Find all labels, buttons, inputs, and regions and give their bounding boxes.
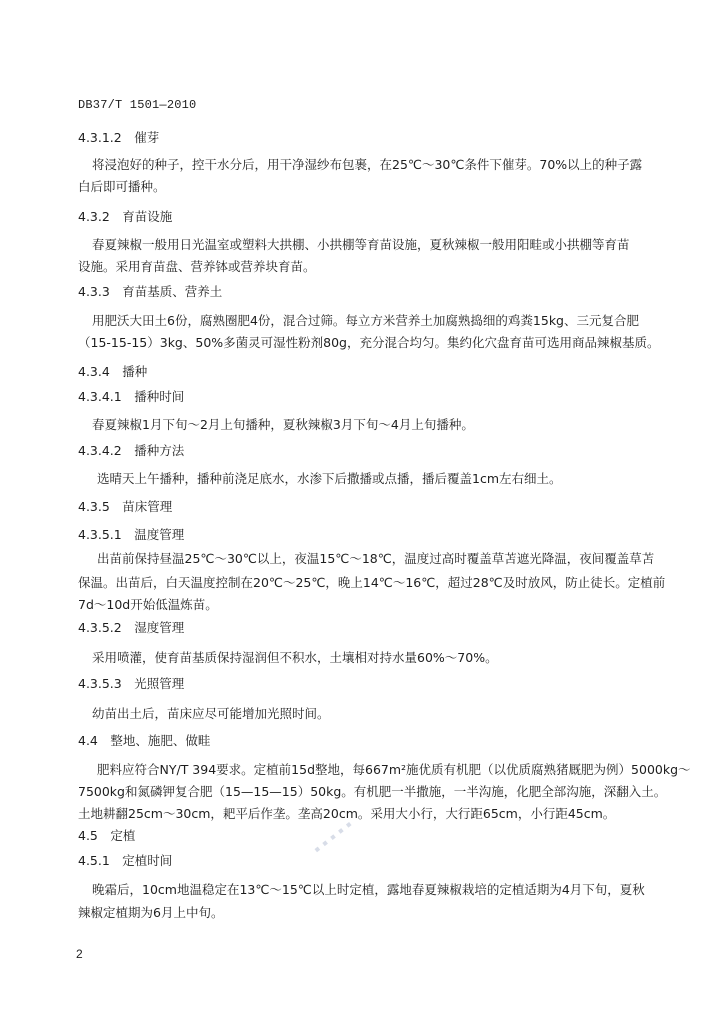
heading-4-3-4-1: 4.3.4.1 播种时间 (78, 389, 185, 404)
heading-4-3-5: 4.3.5 苗床管理 (78, 499, 173, 514)
paragraph-line: 晚霜后，10cm地温稳定在13℃～15℃以上时定植，露地春夏辣椒栽培的定植适期为4月下旬，夏秋 (92, 882, 645, 897)
heading-4-3-4-2: 4.3.4.2 播种方法 (78, 443, 185, 458)
heading-4-5: 4.5 定植 (78, 828, 136, 843)
paragraph-line: 7500kg和氮磷钾复合肥（15—15—15）50kg。有机肥一半撒施，一半沟施，化肥全部沟施，深翻入土。 (78, 784, 667, 799)
paragraph-line: 设施。采用育苗盘、营养钵或营养块育苗。 (78, 259, 316, 274)
document-code: DB37/T 1501—2010 (78, 98, 197, 112)
heading-4-3-5-2: 4.3.5.2 湿度管理 (78, 620, 185, 635)
paragraph-line: 用肥沃大田土6份，腐熟圈肥4份，混合过筛。每立方米营养土加腐熟捣细的鸡粪15kg、三元复合肥 (92, 313, 639, 328)
paragraph-line: 春夏辣椒1月下旬～2月上旬播种，夏秋辣椒3月下旬～4月上旬播种。 (92, 417, 474, 432)
paragraph-line: 将浸泡好的种子，控干水分后，用干净湿纱布包裹，在25℃～30℃条件下催芽。70%以上的种子露 (92, 157, 643, 172)
watermark-stamp: ▪ ▪ ▪ ▪ ▪ (312, 818, 355, 855)
paragraph-line: 肥料应符合NY/T 394要求。定植前15d整地，每667m²施优质有机肥（以优质腐熟猪厩肥为例）5000kg～ (97, 762, 691, 777)
paragraph-line: 选晴天上午播种，播种前浇足底水，水渗下后撒播或点播，播后覆盖1cm左右细土。 (97, 471, 562, 486)
paragraph-line: （15-15-15）3kg、50%多菌灵可湿性粉剂80g，充分混合均匀。集约化穴盘育苗可选用商品辣椒基质。 (78, 335, 660, 350)
paragraph-line: 7d～10d开始低温炼苗。 (78, 597, 218, 612)
paragraph-line: 保温。出苗后，白天温度控制在20℃～25℃，晚上14℃～16℃，超过28℃及时放风，防止徒长。定植前 (78, 575, 666, 590)
heading-4-3-3: 4.3.3 育苗基质、营养土 (78, 284, 223, 299)
paragraph-line: 土地耕翻25cm～30cm，耙平后作垄。垄高20cm。采用大小行，大行距65cm，小行距45cm。 (78, 806, 616, 821)
paragraph-line: 白后即可播种。 (78, 179, 166, 194)
heading-4-5-1: 4.5.1 定植时间 (78, 853, 173, 868)
paragraph-line: 幼苗出土后，苗床应尽可能增加光照时间。 (92, 706, 330, 721)
heading-4-3-4: 4.3.4 播种 (78, 364, 148, 379)
heading-4-3-2: 4.3.2 育苗设施 (78, 209, 173, 224)
heading-4-3-1-2: 4.3.1.2 催芽 (78, 130, 160, 145)
paragraph-line: 春夏辣椒一般用日光温室或塑料大拱棚、小拱棚等育苗设施，夏秋辣椒一般用阳畦或小拱棚等育苗 (92, 237, 630, 252)
paragraph-line: 辣椒定植期为6月上中旬。 (78, 905, 224, 920)
page-number: 2 (76, 947, 83, 961)
paragraph-line: 出苗前保持昼温25℃～30℃以上，夜温15℃～18℃，温度过高时覆盖草苫遮光降温，夜间覆盖草苫 (97, 551, 655, 566)
heading-4-3-5-3: 4.3.5.3 光照管理 (78, 676, 185, 691)
paragraph-line: 采用喷灌，使育苗基质保持湿润但不积水，土壤相对持水量60%～70%。 (92, 650, 498, 665)
heading-4-3-5-1: 4.3.5.1 温度管理 (78, 527, 185, 542)
heading-4-4: 4.4 整地、施肥、做畦 (78, 733, 211, 748)
